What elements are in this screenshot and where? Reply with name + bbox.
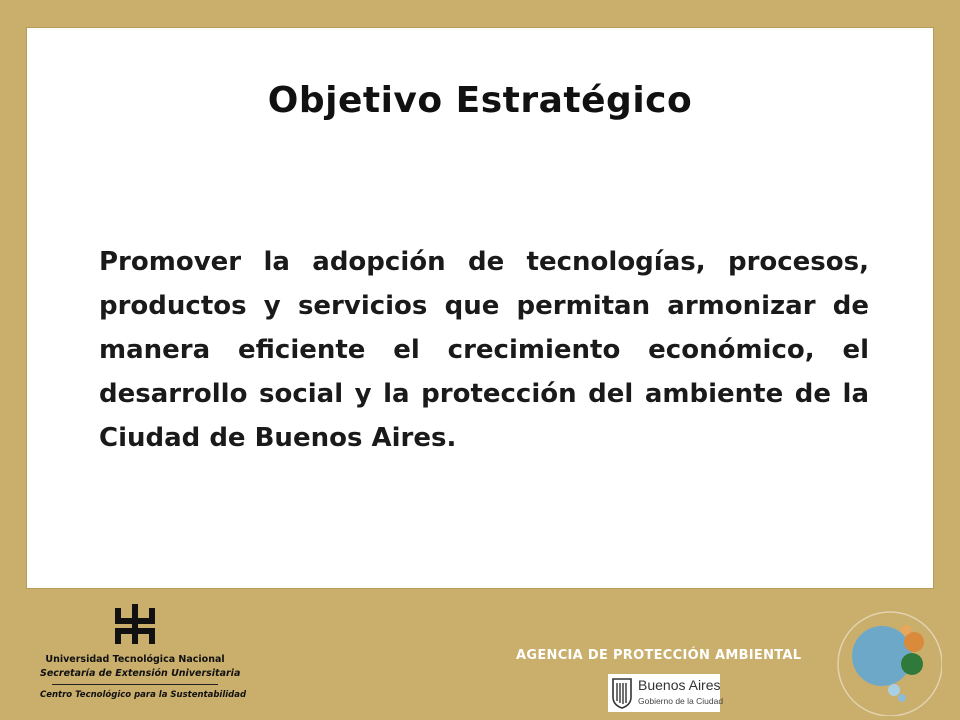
footer [0, 588, 960, 720]
content-card [27, 28, 933, 588]
slide-body: Promover la adopción de tecnologías, procesos, productos y servicios que permitan armonizar de manera eficiente el crecimiento económico, el desarrollo social y la protección del ambiente de la Ciudad de Buenos Aires. [99, 247, 869, 453]
utn-secretaria: Secretaría de Extensión Universitaria [40, 668, 241, 679]
buenos-aires-subtitle: Gobierno de la Ciudad [638, 696, 724, 706]
utn-logo-icon [115, 604, 155, 644]
buenos-aires-shield-icon [611, 677, 633, 709]
buenos-aires-title: Buenos Aires [638, 677, 721, 693]
buenos-aires-logo [608, 674, 724, 712]
agency-name: AGENCIA DE PROTECCIÓN AMBIENTAL [516, 648, 802, 663]
utn-name: Universidad Tecnológica Nacional [45, 654, 225, 665]
decorative-circles-icon [832, 606, 942, 716]
utn-centro: Centro Tecnológico para la Sustentabilidad [40, 690, 247, 700]
utn-logo [40, 604, 247, 714]
utn-divider [52, 684, 218, 685]
slide-title: Objetivo Estratégico [267, 80, 693, 121]
